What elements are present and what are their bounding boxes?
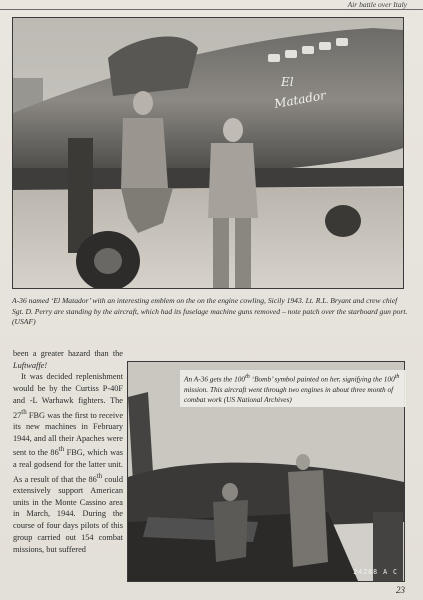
caption-bomb-sup-2: th	[394, 374, 400, 380]
page-number: 23	[396, 585, 405, 595]
p2-text-1: It was decided replenishment would be by the Curtiss P-40F and -L Warhawk fighters. The 27	[13, 372, 123, 420]
paragraph-1-text: been a greater hazard than the	[13, 349, 123, 358]
paragraph-2	[13, 371, 123, 555]
photo-el-matador-image	[13, 18, 403, 288]
caption-bomb-symbol	[180, 370, 406, 407]
running-head: Air battle over Italy	[347, 0, 407, 9]
caption-bomb-sup-1: th	[245, 374, 250, 380]
nose-art-el: El	[281, 75, 294, 89]
p2-text-3: FBG, which was a real godsend for the latter unit. As a result of that the 86	[13, 448, 123, 484]
caption-el-matador: A-36 named ‘El Matador’ with an interesting emblem on the on the engine cowling, Sicily 1943. Lt. R.L. Bryant and crew chief Sgt. D. Perry are standing by the aircraft, which had its fuselage machine guns removed – note patch over the starboard gun port. (USAF)	[12, 296, 408, 327]
p2-sup-1: th	[21, 408, 27, 416]
header-rule	[0, 9, 423, 10]
luftwaffe-emphasis: Luftwaffe!	[13, 360, 48, 370]
nose-art-matador: Matador	[273, 88, 327, 111]
photo-serial-number: 24288 A C	[353, 568, 398, 576]
paragraph-1	[13, 348, 123, 371]
p2-sup-3: th	[96, 472, 103, 480]
p2-text-2: FBG was the first to receive its new machines in February 1944, and all their Apaches were sent to the 86	[13, 410, 123, 458]
photo-el-matador	[13, 18, 403, 288]
caption-bomb-text-3: mission. This aircraft went through two engines in about three month of combat work (US National Archives)	[184, 384, 394, 404]
p2-text-4: could extensively support American units in the Monte Cassino area in March, 1944. During the course of four days pilots of this group carried out 154 combat missions, but suffered	[13, 474, 123, 554]
body-text-column	[13, 348, 123, 555]
caption-bomb-text-1: An A-36 gets the 100	[184, 374, 246, 384]
p2-sup-2: th	[58, 446, 65, 454]
caption-bomb-text-2: ‘Bomb’ symbol painted on her, signifying the 100	[249, 374, 395, 384]
